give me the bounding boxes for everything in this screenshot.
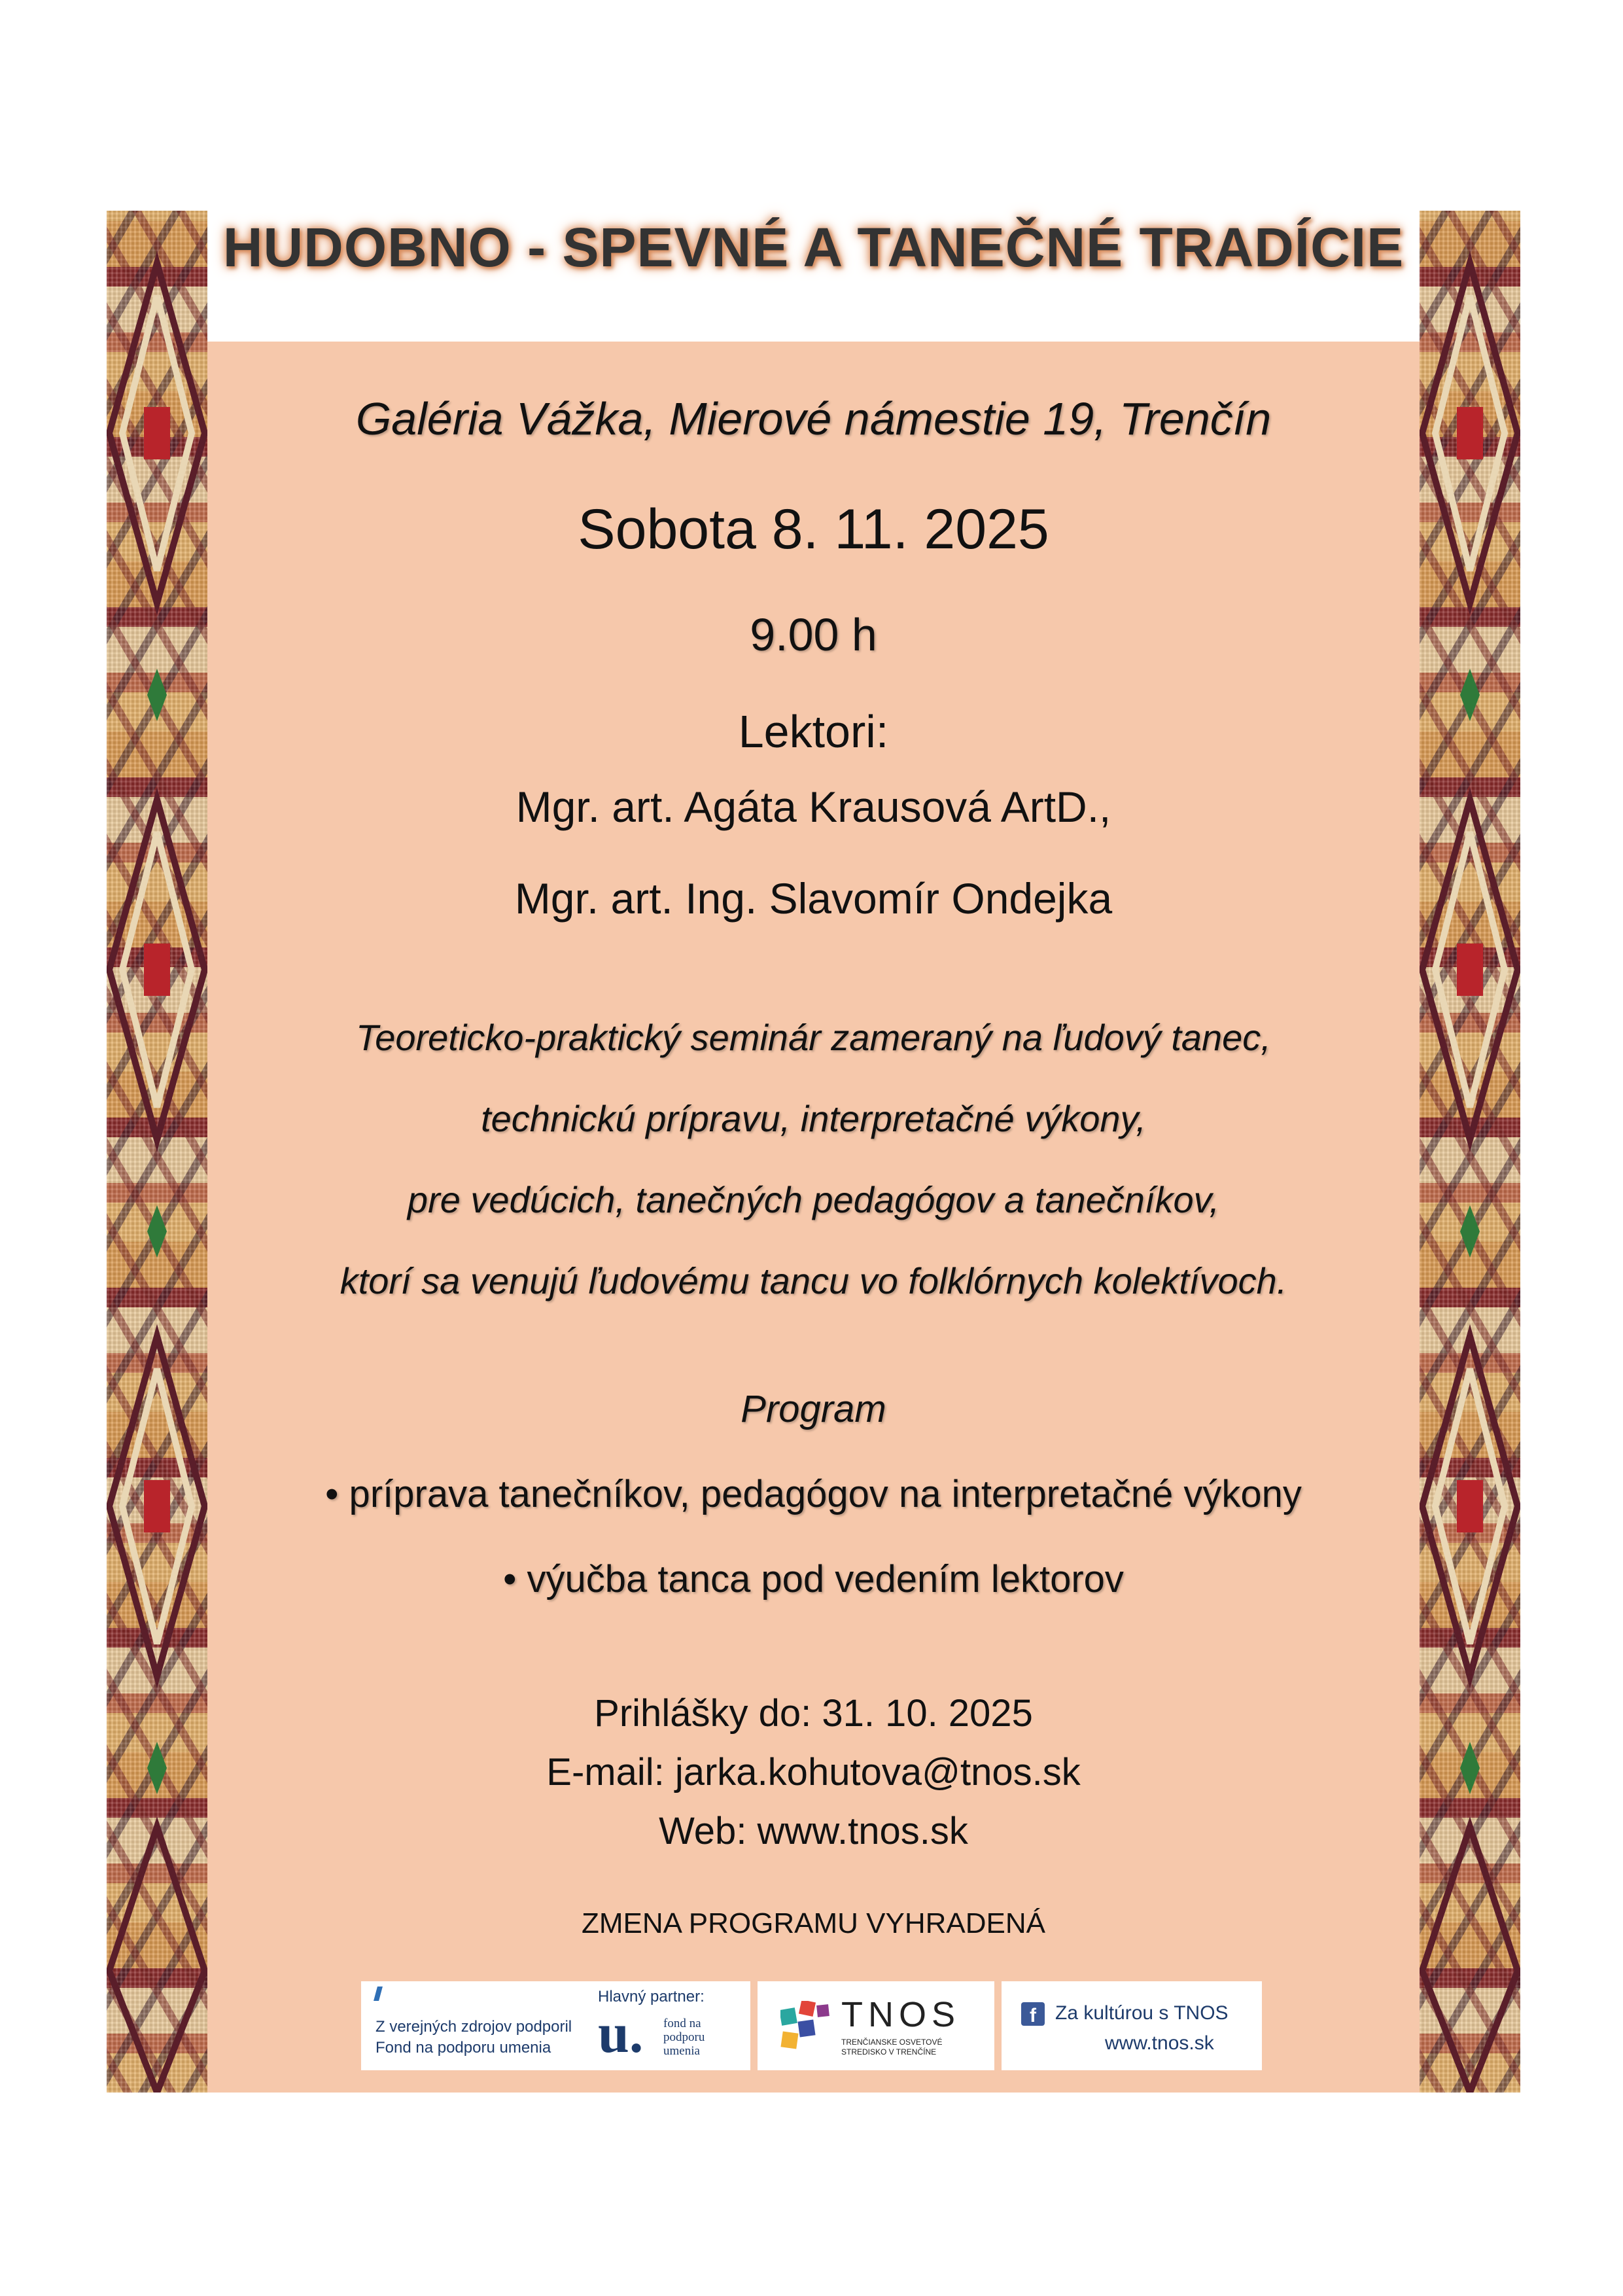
fpu-u-mark: u.: [598, 2002, 644, 2064]
lecturers-label: Lektori:: [738, 706, 889, 757]
description-line: Teoreticko-praktický seminár zameraný na ľudový tanec,: [356, 1017, 1271, 1058]
lecturer-name: Mgr. art. Ing. Slavomír Ondejka: [514, 874, 1113, 923]
event-time: 9.00 h: [750, 609, 877, 660]
folk-pattern-border-right: [1420, 211, 1520, 2093]
contact-email[interactable]: E-mail: jarka.kohutova@tnos.sk: [546, 1751, 1081, 1793]
facebook-promo[interactable]: [1002, 1981, 1262, 2070]
facebook-promo-text: Za kultúrou s TNOS: [1055, 2002, 1229, 2024]
lecturer-name: Mgr. art. Agáta Krausová ArtD.,: [515, 783, 1111, 831]
facebook-promo-web[interactable]: www.tnos.sk: [1105, 2032, 1214, 2054]
program-item: • výučba tanca pod vedením lektorov: [503, 1558, 1124, 1600]
tnos-squares-icon: [780, 2001, 833, 2053]
tnos-logo: [758, 1981, 994, 2070]
contact-web[interactable]: Web: www.tnos.sk: [659, 1810, 968, 1852]
fpu-line: Fond na podporu umenia: [375, 2039, 551, 2057]
folk-pattern-border-left: [107, 211, 207, 2093]
fpu-logo: [361, 1981, 750, 2070]
program-item: • príprava tanečníkov, pedagógov na interpretačné výkony: [325, 1473, 1302, 1515]
poster-title: HUDOBNO - SPEVNÉ A TANEČNÉ TRADÍCIE: [222, 217, 1405, 278]
fpu-fund-name: fond na podporu umenia: [663, 2017, 705, 2058]
ornament-left: [107, 211, 207, 2093]
ornament-right: [1420, 211, 1520, 2093]
venue: Galéria Vážka, Mierové námestie 19, Trenčín: [355, 393, 1272, 444]
program-heading: Program: [741, 1388, 886, 1430]
fpu-line: Z verejných zdrojov podporil: [375, 2018, 572, 2036]
event-date: Sobota 8. 11. 2025: [578, 498, 1049, 561]
fpu-accent-icon: [374, 1987, 383, 2001]
application-deadline: Prihlášky do: 31. 10. 2025: [594, 1692, 1033, 1735]
facebook-icon[interactable]: f: [1021, 2002, 1045, 2026]
description-line: pre vedúcich, tanečných pedagógov a tanečníkov,: [407, 1179, 1220, 1220]
program-change-notice: ZMENA PROGRAMU VYHRADENÁ: [582, 1907, 1045, 1939]
description-line: technickú prípravu, interpretačné výkony,: [481, 1098, 1146, 1139]
tnos-wordmark: TNOS: [841, 1995, 961, 2034]
main-partner-label: Hlavný partner:: [598, 1988, 705, 2005]
tnos-subtitle: TRENČIANSKE OSVETOVÉ STREDISKO V TRENČÍNE: [841, 2038, 943, 2057]
description-line: ktorí sa venujú ľudovému tancu vo folklórnych kolektívoch.: [340, 1260, 1287, 1301]
